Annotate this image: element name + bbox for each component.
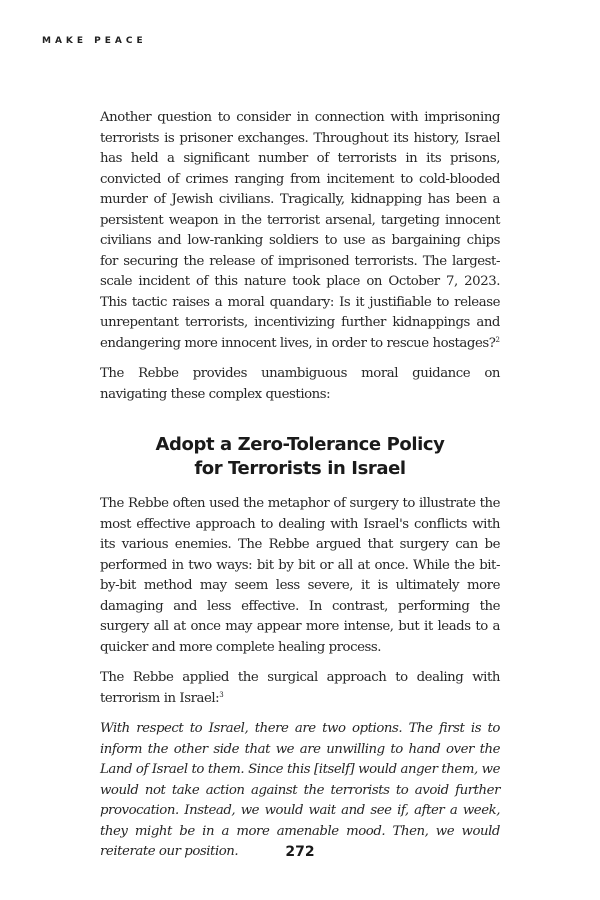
section-heading-line-2: for Terrorists in Israel: [194, 458, 406, 479]
paragraph-surgery-metaphor: The Rebbe often used the metaphor of surgery to illustrate the most effective approach to dealing with Israel's conflicts with its various enemies. The Rebbe argued that surgery can be performed in two ways: bit by bit or all at once. While the bit-by-bit method may seem less severe, it is ultimately more damaging and less effective. In contrast, performing the surgery all at once may appear more intense, but it leads to a quicker and more complete healing process.: [100, 496, 500, 655]
paragraph-surgical-approach: [100, 668, 500, 709]
paragraph-text: The Rebbe applied the surgical approach to dealing with terrorism in Israel:: [100, 670, 500, 706]
paragraph-prisoner-exchanges: [100, 108, 500, 354]
running-head: MAKE PEACE: [42, 36, 147, 46]
section-heading: [100, 433, 500, 481]
footnote-ref-3[interactable]: 3: [219, 690, 224, 699]
paragraph-text: Another question to consider in connection with imprisoning terrorists is prisoner exchanges. Throughout its history, Israel has held a significant number of terrorists in its prisons, convicted of crimes ranging from incitement to cold-blooded murder of Jewish civilians. Tragically, kidnapping has been a persistent weapon in the terrorist arsenal, targeting innocent civilians and low-ranking soldiers to use as bargaining chips for securing the release of imprisoned terrorists. The largest-scale incident of this nature took place on October 7, 2023. This tactic raises a moral quandary: Is it justifiable to release unrepentant terrorists, incentivizing further kidnappings and endangering more innocent lives, in order to rescue hostages?: [100, 110, 500, 351]
paragraph-rebbe-guidance: The Rebbe provides unambiguous moral guidance on navigating these complex questions:: [100, 366, 500, 402]
block-quote: With respect to Israel, there are two options. The first is to inform the other side that we are unwilling to hand over the Land of Israel to them. Since this [itself] would anger them, we would not take action against the terrorists to avoid further provocation. Instead, we would wait and see if, after a week, they might be in a more amenable mood. Then, we would reiterate our position.: [100, 721, 500, 859]
page-number: 272: [285, 844, 315, 860]
footnote-ref-2[interactable]: 2: [495, 335, 500, 344]
section-heading-line-1: Adopt a Zero-Tolerance Policy: [155, 434, 445, 455]
page-body: [100, 108, 500, 873]
